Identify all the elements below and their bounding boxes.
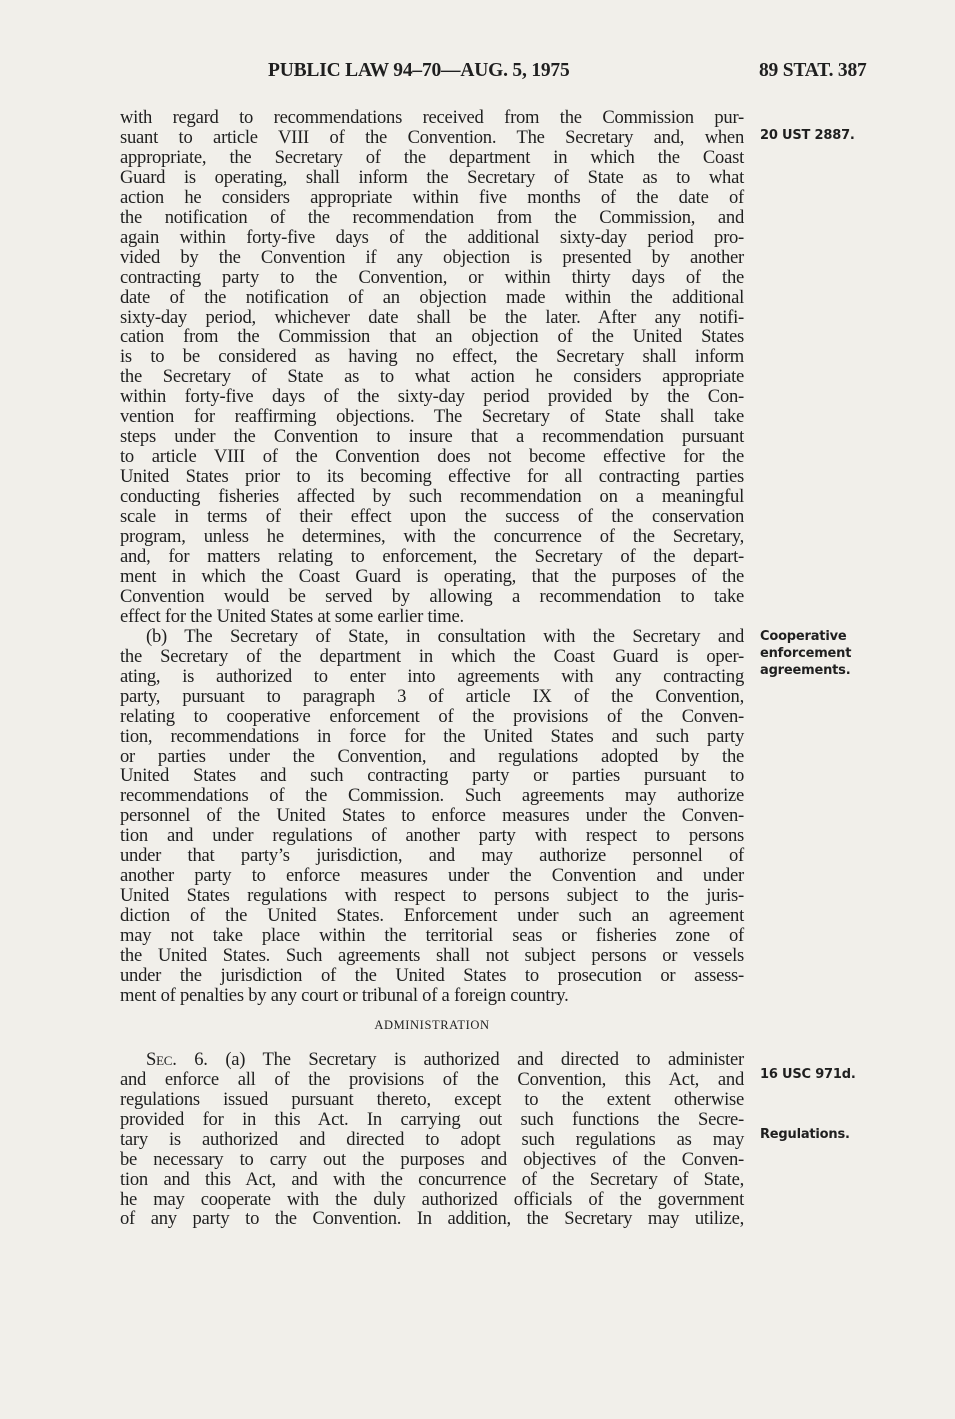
text-line: vided by the Convention if any objection is presented by another	[120, 246, 744, 268]
text-line: within forty-five days of the sixty-day period provided by the Con-	[120, 386, 744, 408]
text-line: may not take place within the territorial seas or fisheries zone of	[120, 925, 744, 947]
text-line: tion and this Act, and with the concurrence of the Secretary of State,	[120, 1168, 744, 1190]
text-line: diction of the United States. Enforcement under such an agreement	[120, 905, 744, 927]
text-line: and, for matters relating to enforcement, the Secretary of the depart-	[120, 545, 744, 567]
text-line: personnel of the United States to enforce measures under the Conven-	[120, 805, 744, 827]
text-line: contracting party to the Convention, or within thirty days of the	[120, 266, 744, 288]
text-line: regulations issued pursuant thereto, except to the extent otherwise	[120, 1088, 744, 1110]
margin-note-ust: 20 UST 2887.	[760, 128, 855, 143]
text-line: United States regulations with respect to persons subject to the juris-	[120, 885, 744, 907]
text-line: program, unless he determines, with the concurrence of the Secretary,	[120, 526, 744, 548]
margin-note-regulations: Regulations.	[760, 1127, 850, 1142]
text-line: ment of penalties by any court or tribunal of a foreign country.	[120, 984, 569, 1006]
running-header	[0, 60, 955, 84]
text-line: under that party’s jurisdiction, and may authorize personnel of	[120, 845, 744, 867]
text-line: ating, is authorized to enter into agreements with any contracting	[120, 665, 744, 687]
text-line: tion and under regulations of another party with respect to persons	[120, 825, 744, 847]
text-line: is to be considered as having no effect, the Secretary shall inform	[120, 346, 744, 368]
body-text	[120, 108, 744, 1229]
text-line: vention for reaffirming objections. The Secretary of State shall take	[120, 406, 744, 428]
section-text: 6. (a) The Secretary is authorized and directed to administer	[176, 1048, 744, 1070]
text-line: tion, recommendations in force for the United States and such party	[120, 725, 744, 747]
text-line: of any party to the Convention. In addition, the Secretary may utilize,	[120, 1208, 744, 1230]
paragraph-b	[120, 627, 744, 1006]
text-line: United States prior to its becoming effective for all contracting parties	[120, 466, 744, 488]
margin-note-line: enforcement	[760, 646, 852, 661]
margin-note-line: agreements.	[760, 663, 851, 678]
text-line: ment in which the Coast Guard is operating, that the purposes of the	[120, 565, 744, 587]
margin-note-line: Cooperative	[760, 629, 847, 644]
text-line: United States and such contracting party or parties pursuant to	[120, 765, 744, 787]
section-heading: ADMINISTRATION	[374, 1017, 490, 1032]
text-line: the Secretary of the department in which the Coast Guard is oper-	[120, 645, 744, 667]
text-line: or parties under the Convention, and regulations adopted by the	[120, 745, 744, 767]
text-line: date of the notification of an objection made within the additional	[120, 286, 744, 308]
text-line: and enforce all of the provisions of the Convention, this Act, and	[120, 1068, 744, 1090]
text-line	[120, 1050, 744, 1070]
text-line: cation from the Commission that an objection of the United States	[120, 326, 744, 348]
text-line: scale in terms of their effect upon the success of the conservation	[120, 506, 744, 528]
text-line: provided for in this Act. In carrying out such functions the Secre-	[120, 1108, 744, 1130]
text-line: suant to article VIII of the Convention. The Secretary and, when	[120, 126, 744, 148]
text-line: action he considers appropriate within five months of the date of	[120, 186, 744, 208]
text-line: relating to cooperative enforcement of the provisions of the Conven-	[120, 705, 744, 727]
margin-note-cooperative-enforcement	[760, 628, 880, 679]
text-line: tary is authorized and directed to adopt such regulations as may	[120, 1128, 744, 1150]
text-line: another party to enforce measures under the Convention and under	[120, 865, 744, 887]
section-label: Sec.	[146, 1048, 177, 1070]
text-line: Convention would be served by allowing a recommendation to take	[120, 585, 744, 607]
text-line: (b) The Secretary of State, in consultation with the Secretary and	[146, 625, 744, 647]
text-line: recommendations of the Commission. Such agreements may authorize	[120, 785, 744, 807]
text-line: conducting fisheries affected by such recommendation on a meaningful	[120, 486, 744, 508]
text-line: Guard is operating, shall inform the Secretary of State as to what	[120, 166, 744, 188]
section-6-paragraph	[120, 1050, 744, 1230]
text-line: sixty-day period, whichever date shall be the later. After any notifi-	[120, 306, 744, 328]
text-line: party, pursuant to paragraph 3 of article IX of the Convention,	[120, 685, 744, 707]
margin-note-usc: 16 USC 971d.	[760, 1067, 856, 1082]
text-line: steps under the Convention to insure that a recommendation pursuant	[120, 426, 744, 448]
text-line: the United States. Such agreements shall not subject persons or vessels	[120, 945, 744, 967]
paragraph-continuation	[120, 108, 744, 627]
text-line: to article VIII of the Convention does not become effective for the	[120, 446, 744, 468]
text-line: the notification of the recommendation from the Commission, and	[120, 206, 744, 228]
text-line: appropriate, the Secretary of the department in which the Coast	[120, 146, 744, 168]
text-line: effect for the United States at some earlier time.	[120, 605, 464, 627]
text-line: under the jurisdiction of the United States to prosecution or assess-	[120, 964, 744, 986]
running-title: PUBLIC LAW 94–70—AUG. 5, 1975	[268, 60, 570, 81]
text-line: he may cooperate with the duly authorized officials of the government	[120, 1188, 744, 1210]
text-line: with regard to recommendations received from the Commission pur-	[120, 107, 744, 128]
section-6-lines	[120, 1070, 744, 1230]
text-line: be necessary to carry out the purposes and objectives of the Conven-	[120, 1148, 744, 1170]
text-line: again within forty-five days of the additional sixty-day period pro-	[120, 226, 744, 248]
text-line: the Secretary of State as to what action he considers appropriate	[120, 366, 744, 388]
statute-page-number: 89 STAT. 387	[759, 60, 867, 81]
